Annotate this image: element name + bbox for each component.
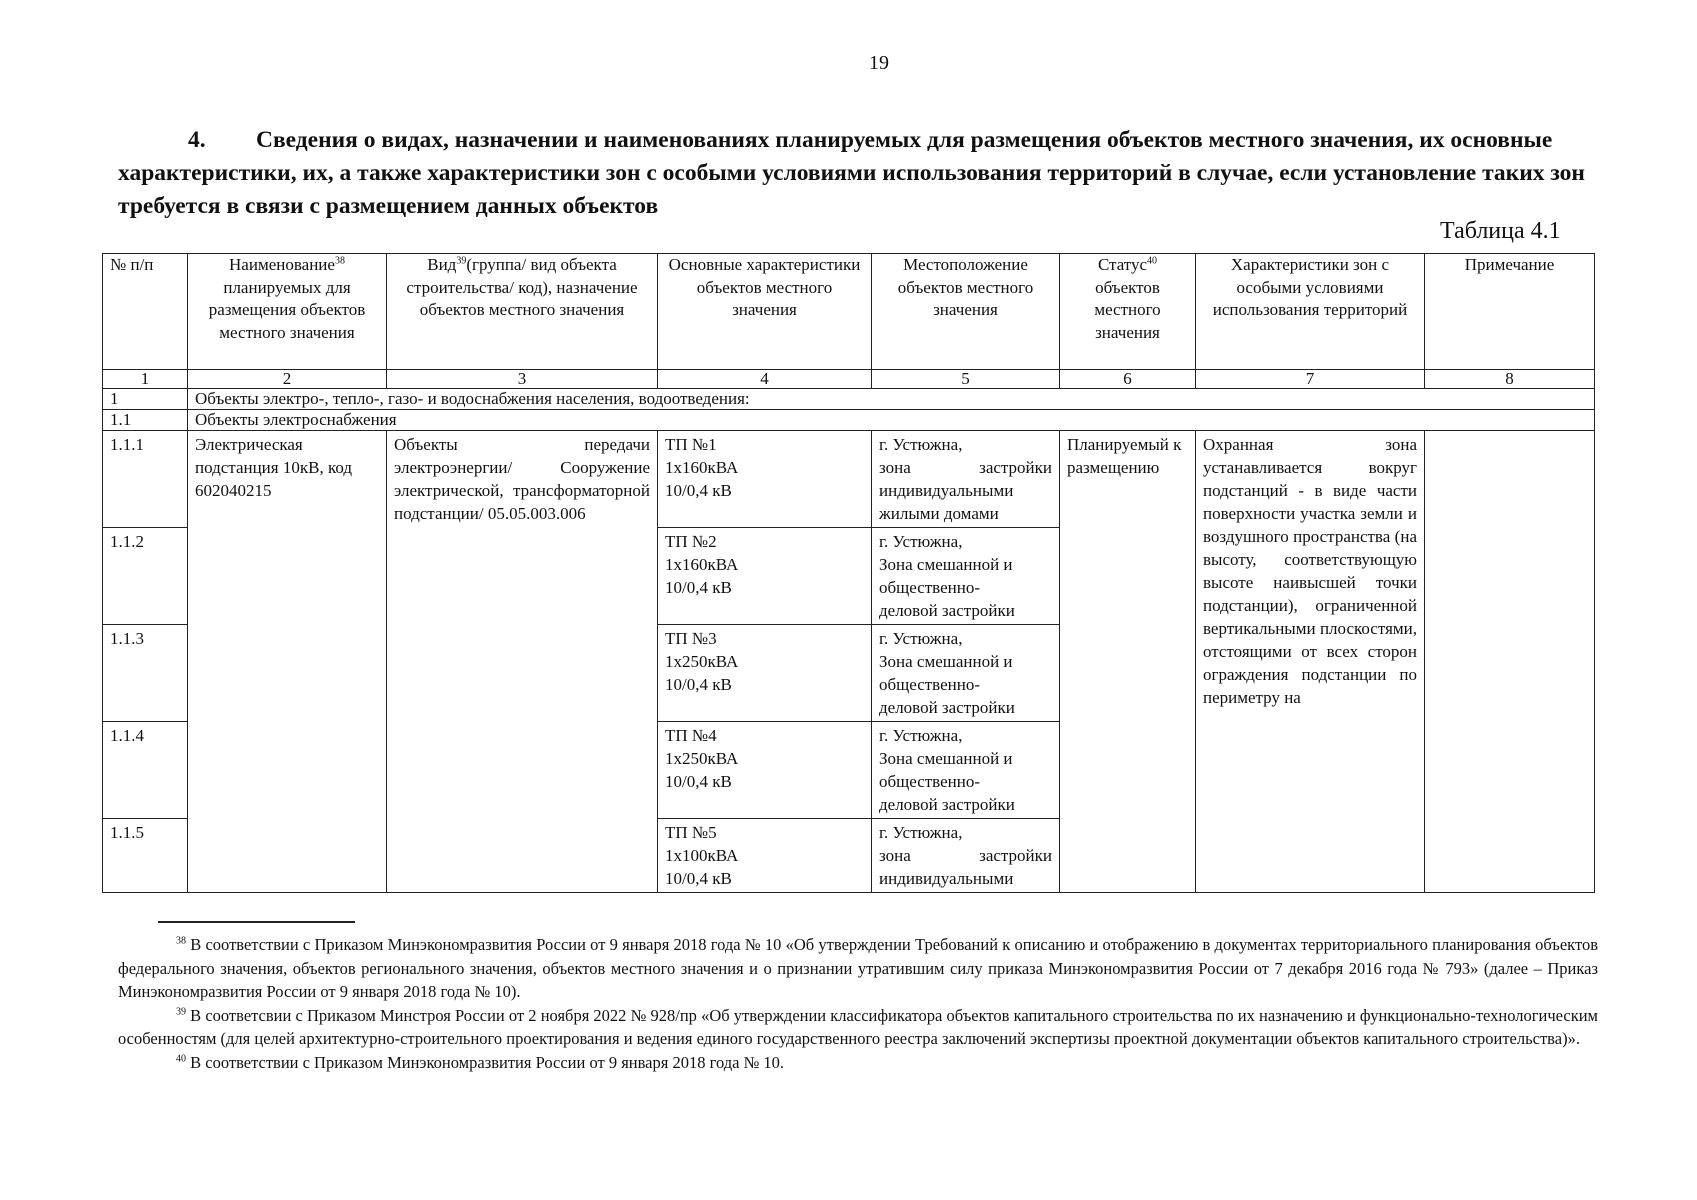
planned-objects-table (102, 253, 1595, 893)
location-line: индивидуальными (879, 481, 1014, 500)
header-cell-status (1060, 254, 1196, 370)
location-line: общественно- (879, 675, 981, 694)
row-number: 1.1.4 (103, 722, 188, 819)
table-caption: Таблица 4.1 (1440, 218, 1561, 244)
characteristics-line: 10/0,4 кВ (665, 481, 732, 500)
footnote-38 (118, 933, 1598, 1004)
header-status-rest: объектов местного значения (1094, 277, 1161, 342)
location-line: жилыми домами (879, 504, 999, 523)
note-cell (1425, 431, 1595, 893)
footnote-40 (118, 1051, 1598, 1075)
footnote-ref-38: 38 (334, 255, 345, 267)
characteristics-line: 1х160кВА (665, 458, 739, 477)
header-cell-location: Местоположение объектов местного значения (872, 254, 1060, 370)
characteristics-line: 1х250кВА (665, 652, 739, 671)
footnote-separator (158, 921, 355, 923)
location-line: деловой застройки (879, 698, 1015, 717)
footnote-number: 39 (176, 1006, 186, 1017)
heading-text: Сведения о видах, назначении и наименованиях планируемых для размещения объектов местного значения, их основные характеристики, их, а также характеристики зон с особыми условиями использования территорий в случае, если установление таких зон требуется в связи с размещением данных объектов (118, 127, 1585, 219)
header-name-rest: планируемых для размещения объектов местного значения (208, 277, 366, 342)
footnote-ref-40: 40 (1147, 255, 1158, 267)
location-line: г. Устюжна, (879, 629, 963, 648)
location-line: Зона смешанной и (879, 749, 1013, 768)
characteristics-line: 10/0,4 кВ (665, 772, 732, 791)
location-cell (872, 431, 1060, 528)
location-line: г. Устюжна, (879, 726, 963, 745)
header-type-rest: (группа/ вид объекта строительства/ код), назначение объектов местного значения (406, 255, 638, 319)
column-number: 4 (658, 370, 872, 389)
characteristics-cell (658, 722, 872, 819)
location-cell (872, 625, 1060, 722)
location-line: г. Устюжна, (879, 532, 963, 551)
column-number: 1 (103, 370, 188, 389)
column-number-row (103, 370, 1595, 389)
header-cell-name (188, 254, 387, 370)
characteristics-cell (658, 431, 872, 528)
column-number: 8 (1425, 370, 1595, 389)
characteristics-cell (658, 528, 872, 625)
location-line: деловой застройки (879, 601, 1015, 620)
characteristics-line: ТП №2 (665, 532, 717, 551)
location-cell (872, 528, 1060, 625)
column-number: 5 (872, 370, 1060, 389)
characteristics-line: 1х160кВА (665, 555, 739, 574)
location-line: г. Устюжна, (879, 435, 963, 454)
characteristics-line: 10/0,4 кВ (665, 578, 732, 597)
characteristics-line: 1х250кВА (665, 749, 739, 768)
row-number: 1.1.5 (103, 819, 188, 893)
section-title: Объекты электро-, тепло-, газо- и водоснабжения населения, водоотведения: (188, 389, 1595, 410)
status-cell: Планируемый к размещению (1060, 431, 1196, 893)
location-line: индивидуальными (879, 869, 1014, 888)
subsection-number: 1.1 (103, 410, 188, 431)
zone-characteristics-cell: Охранная зона устанавливается вокруг подстанций - в виде части поверхности участка земли и воздушного пространства (на высоту, соответствующую высоте наивысшей точки подстанции), ограниченной вертикальными плоскостями, отстоящими от всех сторон ограждения подстанции по периметру на (1196, 431, 1425, 893)
header-cell-characteristics: Основные характеристики объектов местного значения (658, 254, 872, 370)
section-row (103, 389, 1595, 410)
location-line: зона застройки (879, 846, 1052, 865)
header-cell-num: № п/п (103, 254, 188, 370)
location-line: общественно- (879, 578, 981, 597)
column-number: 7 (1196, 370, 1425, 389)
header-row (103, 254, 1595, 370)
page-number: 19 (869, 52, 889, 74)
row-number: 1.1.2 (103, 528, 188, 625)
footnote-39 (118, 1004, 1598, 1051)
footnote-text: В соответсвии с Приказом Минстроя России от 2 ноября 2022 № 928/пр «Об утверждении классификатора объектов капитального строительства по их назначению и функционально-технологическим особенностям (для целей архитектурно-строительного проектирования и ведения единого государственного реестра заключений экспертизы проектной документации объектов капитального строительства)». (118, 1005, 1598, 1048)
heading-number: 4. (188, 127, 206, 153)
footnotes (118, 933, 1598, 1074)
location-line: деловой застройки (879, 795, 1015, 814)
row-number: 1.1.1 (103, 431, 188, 528)
location-cell (872, 819, 1060, 893)
section-number: 1 (103, 389, 188, 410)
characteristics-line: ТП №5 (665, 823, 717, 842)
row-number: 1.1.3 (103, 625, 188, 722)
header-cell-zone: Характеристики зон с особыми условиями использования территорий (1196, 254, 1425, 370)
footnote-number: 40 (176, 1053, 186, 1064)
table-row (103, 431, 1595, 528)
characteristics-line: 10/0,4 кВ (665, 869, 732, 888)
header-status-label: Статус (1097, 255, 1148, 274)
location-line: Зона смешанной и (879, 555, 1013, 574)
characteristics-line: ТП №1 (665, 435, 717, 454)
header-cell-type (387, 254, 658, 370)
characteristics-line: 10/0,4 кВ (665, 675, 732, 694)
characteristics-line: 1х100кВА (665, 846, 739, 865)
location-line: Зона смешанной и (879, 652, 1013, 671)
location-line: зона застройки (879, 458, 1052, 477)
footnote-text: В соответствии с Приказом Минэкономразвития России от 9 января 2018 года № 10 «Об утверждении Требований к описанию и отображению в документах территориального планирования объектов федерального значения, объектов регионального значения, объектов местного значения и о признании утратившим силу приказа Минэкономразвития России от 7 декабря 2016 года № 793» (далее – Приказ Минэкономразвития России от 9 января 2018 года № 10). (118, 935, 1598, 1001)
location-line: общественно- (879, 772, 981, 791)
characteristics-line: ТП №3 (665, 629, 717, 648)
header-name-label: Наименование (229, 255, 335, 274)
column-number: 6 (1060, 370, 1196, 389)
subsection-row (103, 410, 1595, 431)
footnote-text: В соответствии с Приказом Минэкономразвития России от 9 января 2018 года № 10. (190, 1052, 785, 1072)
location-line: г. Устюжна, (879, 823, 963, 842)
footnote-ref-39: 39 (456, 255, 467, 267)
location-cell (872, 722, 1060, 819)
characteristics-line: ТП №4 (665, 726, 717, 745)
section-heading (118, 124, 1588, 223)
column-number: 3 (387, 370, 658, 389)
footnote-number: 38 (176, 935, 186, 947)
header-cell-note: Примечание (1425, 254, 1595, 370)
object-type-cell: Объекты передачи электроэнергии/ Сооружение электрической, трансформаторной подстанции/ 05.05.003.006 (387, 431, 658, 893)
object-name-cell: Электрическая подстанция 10кВ, код 602040215 (188, 431, 387, 893)
column-number: 2 (188, 370, 387, 389)
header-type-label: Вид (427, 255, 457, 274)
characteristics-cell (658, 625, 872, 722)
subsection-title: Объекты электроснабжения (188, 410, 1595, 431)
characteristics-cell (658, 819, 872, 893)
